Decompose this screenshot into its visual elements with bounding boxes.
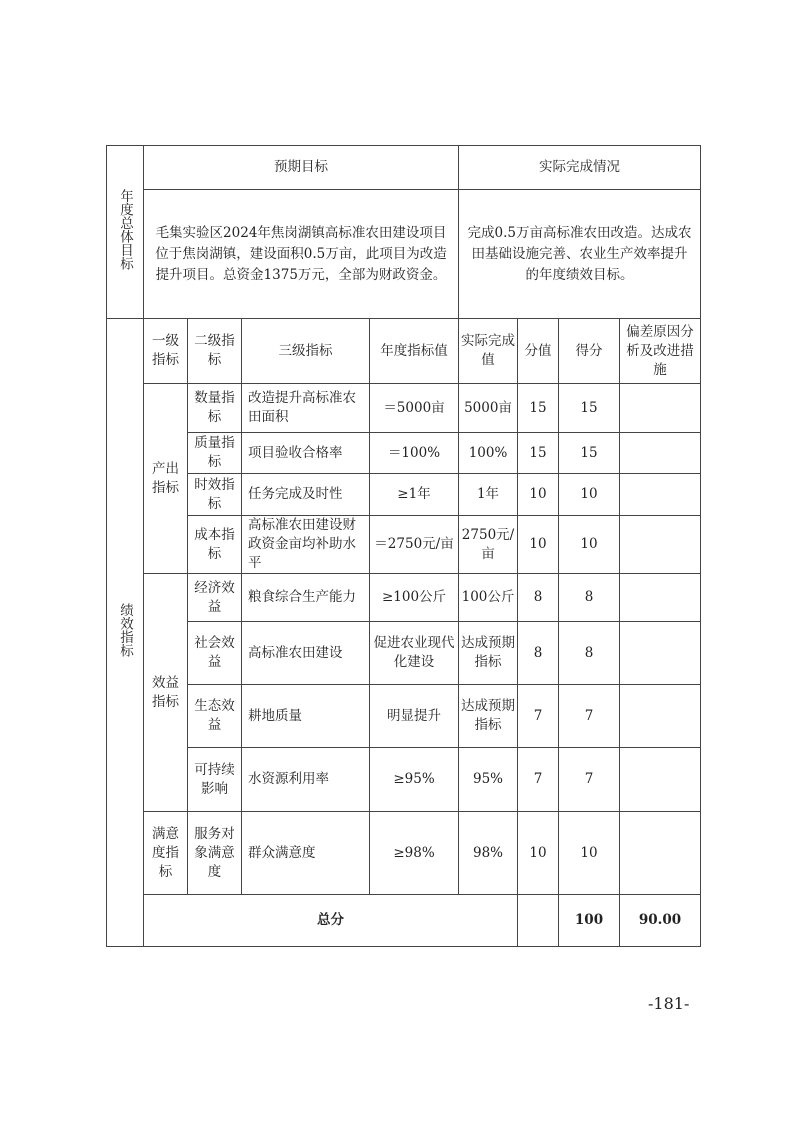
level2-cell: 时效指标 xyxy=(188,474,242,516)
level1-satisfaction: 满意度指标 xyxy=(144,812,188,895)
actual-cell: 95% xyxy=(459,748,518,812)
level3-cell: 高标准农田建设 xyxy=(242,622,370,685)
target-cell: 明显提升 xyxy=(370,685,459,748)
target-cell: ＝5000亩 xyxy=(370,384,459,433)
table-row xyxy=(107,812,701,895)
score-cell: 10 xyxy=(559,516,620,574)
weight-cell: 15 xyxy=(518,433,559,474)
note-cell xyxy=(620,622,701,685)
actual-completion-header: 实际完成情况 xyxy=(459,146,701,190)
actual-cell: 5000亩 xyxy=(459,384,518,433)
table-row xyxy=(107,474,701,516)
performance-table xyxy=(106,145,701,947)
level3-cell: 耕地质量 xyxy=(242,685,370,748)
weight-cell: 15 xyxy=(518,384,559,433)
actual-cell: 2750元/亩 xyxy=(459,516,518,574)
target-cell: ≥100公斤 xyxy=(370,574,459,622)
target-cell: ≥1年 xyxy=(370,474,459,516)
level3-cell: 改造提升高标准农田面积 xyxy=(242,384,370,433)
level1-benefit: 效益指标 xyxy=(144,574,188,812)
header-weight: 分值 xyxy=(518,319,559,384)
weight-cell: 8 xyxy=(518,574,559,622)
level2-cell: 生态效益 xyxy=(188,685,242,748)
score-cell: 10 xyxy=(559,812,620,895)
level3-cell: 高标准农田建设财政资金亩均补助水平 xyxy=(242,516,370,574)
table-row xyxy=(107,574,701,622)
note-cell xyxy=(620,384,701,433)
score-cell: 15 xyxy=(559,384,620,433)
total-score: 90.00 xyxy=(620,895,701,947)
weight-cell: 8 xyxy=(518,622,559,685)
header-actual: 实际完成值 xyxy=(459,319,518,384)
score-cell: 8 xyxy=(559,622,620,685)
actual-cell: 达成预期指标 xyxy=(459,685,518,748)
weight-cell: 10 xyxy=(518,516,559,574)
annual-goal-label: 年度总体目标 xyxy=(107,146,144,319)
level2-cell: 质量指标 xyxy=(188,433,242,474)
header-target: 年度指标值 xyxy=(370,319,459,384)
level1-output: 产出指标 xyxy=(144,384,188,574)
table-row xyxy=(107,384,701,433)
total-label: 总分 xyxy=(144,895,518,947)
expected-goal-header: 预期目标 xyxy=(144,146,459,190)
note-cell xyxy=(620,433,701,474)
level3-cell: 项目验收合格率 xyxy=(242,433,370,474)
actual-cell: 100公斤 xyxy=(459,574,518,622)
level2-cell: 可持续影响 xyxy=(188,748,242,812)
score-cell: 7 xyxy=(559,685,620,748)
level2-cell: 经济效益 xyxy=(188,574,242,622)
header-level1: 一级指标 xyxy=(144,319,188,384)
level2-cell: 成本指标 xyxy=(188,516,242,574)
score-cell: 15 xyxy=(559,433,620,474)
header-score: 得分 xyxy=(559,319,620,384)
actual-cell: 98% xyxy=(459,812,518,895)
level2-cell: 社会效益 xyxy=(188,622,242,685)
actual-cell: 1年 xyxy=(459,474,518,516)
header-level2: 二级指标 xyxy=(188,319,242,384)
level2-cell: 服务对象满意度 xyxy=(188,812,242,895)
score-cell: 8 xyxy=(559,574,620,622)
table-row xyxy=(107,433,701,474)
level3-cell: 水资源利用率 xyxy=(242,748,370,812)
level2-cell: 数量指标 xyxy=(188,384,242,433)
target-cell: ＝2750元/亩 xyxy=(370,516,459,574)
target-cell: ≥98% xyxy=(370,812,459,895)
header-level3: 三级指标 xyxy=(242,319,370,384)
actual-cell: 100% xyxy=(459,433,518,474)
level3-cell: 粮食综合生产能力 xyxy=(242,574,370,622)
score-cell: 7 xyxy=(559,748,620,812)
total-row xyxy=(107,895,701,947)
table-row xyxy=(107,748,701,812)
score-cell: 10 xyxy=(559,474,620,516)
total-weight: 100 xyxy=(559,895,620,947)
level3-cell: 群众满意度 xyxy=(242,812,370,895)
target-cell: 促进农业现代化建设 xyxy=(370,622,459,685)
note-cell xyxy=(620,812,701,895)
performance-label: 绩效指标 xyxy=(107,319,144,947)
level3-cell: 任务完成及时性 xyxy=(242,474,370,516)
note-cell xyxy=(620,685,701,748)
actual-cell: 达成预期指标 xyxy=(459,622,518,685)
note-cell xyxy=(620,474,701,516)
page-number: -181- xyxy=(648,994,690,1013)
note-cell xyxy=(620,748,701,812)
weight-cell: 10 xyxy=(518,474,559,516)
table-row xyxy=(107,516,701,574)
weight-cell: 7 xyxy=(518,685,559,748)
table-row xyxy=(107,622,701,685)
table-row xyxy=(107,685,701,748)
header-note: 偏差原因分析及改进措施 xyxy=(620,319,701,384)
weight-cell: 10 xyxy=(518,812,559,895)
total-actual-empty xyxy=(518,895,559,947)
weight-cell: 7 xyxy=(518,748,559,812)
target-cell: ≥95% xyxy=(370,748,459,812)
target-cell: ＝100% xyxy=(370,433,459,474)
expected-goal-text: 毛集实验区2024年焦岗湖镇高标准农田建设项目位于焦岗湖镇，建设面积0.5万亩，此项目为改造提升项目。总资金1375万元，全部为财政资金。 xyxy=(144,190,459,319)
note-cell xyxy=(620,574,701,622)
note-cell xyxy=(620,516,701,574)
actual-completion-text: 完成0.5万亩高标准农田改造。达成农田基础设施完善、农业生产效率提升的年度绩效目标。 xyxy=(459,190,701,319)
